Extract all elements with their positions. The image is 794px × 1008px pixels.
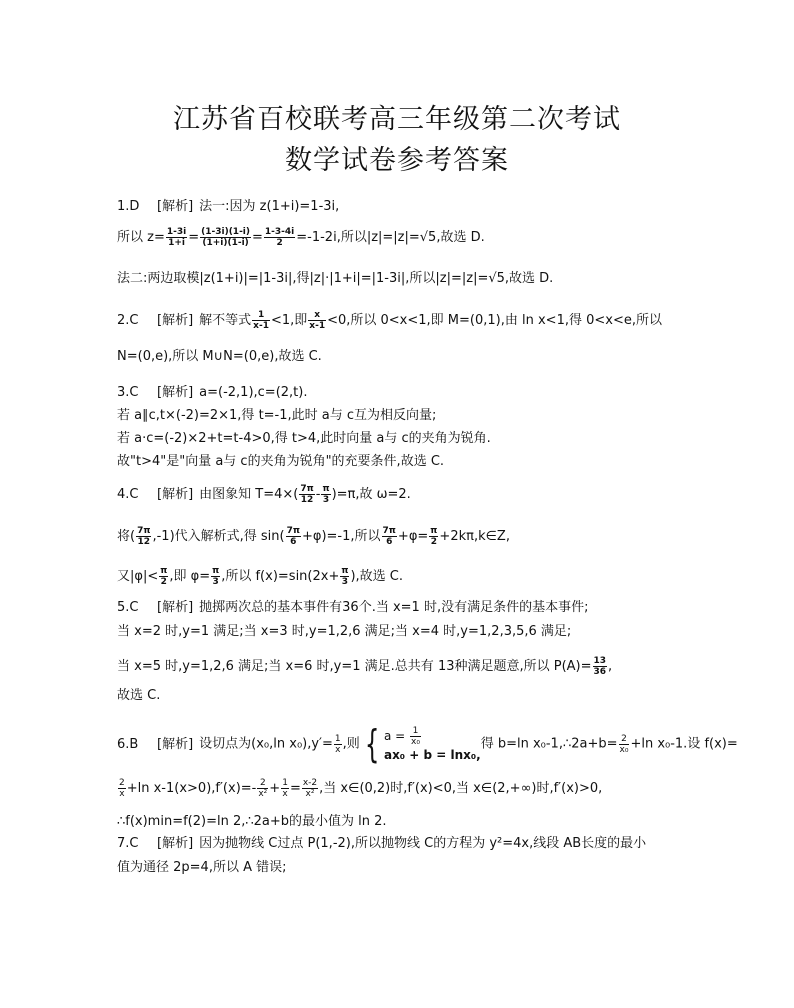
page-subtitle: 数学试卷参考答案 bbox=[285, 145, 509, 176]
q2-line-1 bbox=[117, 310, 662, 331]
q3-line-4: 故"t>4"是"向量 a与 c的夹角为锐角"的充要条件,故选 C. bbox=[117, 454, 445, 469]
q2-text-1c: <0,所以 0<x<1,即 M=(0,1),由 ln x<1,得 0<x<e,所以 bbox=[327, 313, 662, 328]
q5-text-1: 抛掷两次总的基本事件有36个.当 x=1 时,没有满足条件的基本事件; bbox=[199, 600, 589, 615]
fraction: $\frac{\pi}{3}$ bbox=[341, 566, 349, 587]
q3-text-1: a=(-2,1),c=(2,t). bbox=[199, 385, 308, 400]
q6-number: 6.B bbox=[117, 736, 139, 752]
q2-text-1a: 解不等式 bbox=[199, 313, 252, 328]
fraction: $\frac{2}{\text{x²}}$ bbox=[258, 778, 268, 799]
q4-text-2b: ,-1)代入解析式,得 sin( bbox=[152, 529, 285, 544]
fraction: $\frac{1}{x-1}$ bbox=[253, 310, 269, 331]
fraction: $\frac{\pi}{3}$ bbox=[212, 566, 220, 587]
q7-number: 7.C bbox=[117, 836, 139, 851]
q2-tag: [解析] bbox=[157, 313, 194, 328]
fraction: $\frac{1}{\text{x₀}}$ bbox=[411, 725, 420, 747]
q4-number: 4.C bbox=[117, 487, 139, 502]
q6-text-1a: 设切点为(x₀,ln x₀),y′= bbox=[199, 736, 333, 752]
fraction: $\frac{(1-3i)(1-i)}{(1+i)(1-i)}$ bbox=[201, 227, 251, 248]
q3-line-3: 若 a·c=(-2)×2+t=t-4>0,得 t>4,此时向量 a与 c的夹角为锐角. bbox=[117, 431, 491, 446]
fraction: $\frac{1}{x}$ bbox=[334, 733, 341, 755]
q6-text-2d: ,当 x∈(0,2)时,f′(x)<0,当 x∈(2,+∞)时,f′(x)>0, bbox=[319, 781, 603, 796]
q6-text-2c: = bbox=[289, 781, 301, 796]
q5-line-4: 故选 C. bbox=[117, 688, 161, 703]
fraction: $\frac{1}{x}$ bbox=[282, 778, 288, 799]
q4-text-3d: ),故选 C. bbox=[350, 569, 404, 584]
fraction: $\frac{\pi}{3}$ bbox=[322, 484, 330, 505]
q3-number: 3.C bbox=[117, 385, 139, 400]
q6-line-2 bbox=[117, 778, 602, 799]
q3-line-1 bbox=[117, 385, 307, 401]
fraction: $\frac{1-3i}{1+i}$ bbox=[166, 227, 187, 248]
q4-text-3a: 又|φ|< bbox=[117, 569, 159, 584]
q4-line-3 bbox=[117, 566, 403, 587]
page-title: 江苏省百校联考高三年级第二次考试 bbox=[173, 104, 621, 135]
fraction: $\frac{\pi}{2}$ bbox=[160, 566, 168, 587]
q5-line-2: 当 x=2 时,y=1 满足;当 x=3 时,y=1,2,6 满足;当 x=4 时,y=1,2,3,5,6 满足; bbox=[117, 624, 572, 639]
q2-number: 2.C bbox=[117, 313, 139, 328]
q4-text-2e: +2kπ,k∈Z, bbox=[439, 529, 510, 544]
q5-number: 5.C bbox=[117, 600, 139, 615]
q1-number: 1.D bbox=[117, 199, 140, 214]
q2-text-1b: <1,即 bbox=[270, 313, 308, 328]
q4-tag: [解析] bbox=[157, 487, 194, 502]
fraction: $\frac{7\pi}{6}$ bbox=[286, 526, 300, 547]
fraction: $\frac{7\pi}{6}$ bbox=[382, 526, 396, 547]
q1-text-1: 法一:因为 z(1+i)=1-3i, bbox=[199, 199, 340, 214]
q3-line-2: 若 a∥c,t×(-2)=2×1,得 t=-1,此时 a与 c互为相反向量; bbox=[117, 408, 437, 423]
q7-line-1 bbox=[117, 836, 646, 852]
fraction: $\frac{2}{x}$ bbox=[119, 778, 125, 799]
q5-text-3a: 当 x=5 时,y=1,2,6 满足;当 x=6 时,y=1 满足.总共有 13种满足题意,所以 P(A)= bbox=[117, 659, 592, 674]
q2-line-2: N=(0,e),所以 M∪N=(0,e),故选 C. bbox=[117, 349, 322, 364]
q6-text-2b: + bbox=[269, 781, 281, 796]
fraction: $\frac{13}{36}$ bbox=[593, 656, 607, 677]
q1-tag: [解析] bbox=[157, 199, 194, 214]
fraction: $\frac{1-3-4i}{2}$ bbox=[264, 227, 295, 248]
q1-text-2a: 所以 z= bbox=[117, 230, 165, 245]
q4-text-2d: +φ= bbox=[397, 529, 429, 544]
q4-text-1a: 由图象知 T=4×( bbox=[199, 487, 299, 502]
fraction: $\frac{7\pi}{12}$ bbox=[300, 484, 314, 505]
q6-text-1c: 得 b=ln x₀-1,∴2a+b= bbox=[480, 736, 618, 752]
q1-line-1 bbox=[117, 199, 339, 215]
equation-system: a = $\frac{1}{\text{x₀}}$ ax₀ + b = lnx₀, bbox=[383, 725, 481, 762]
q4-text-2c: +φ)=-1,所以 bbox=[302, 529, 381, 544]
fraction: $\frac{x-2}{\text{x²}}$ bbox=[302, 778, 318, 799]
q6-text-1d: +ln x₀-1.设 f(x)= bbox=[630, 736, 738, 752]
fraction: $\frac{2}{\text{x₀}}$ bbox=[619, 733, 629, 755]
q6-line-1 bbox=[117, 722, 738, 766]
q5-line-1 bbox=[117, 600, 588, 616]
q5-text-3b: , bbox=[608, 659, 613, 674]
q4-text-2a: 将( bbox=[117, 529, 136, 544]
q6-line-3: ∴f(x)min=f(2)=ln 2,∴2a+b的最小值为 ln 2. bbox=[117, 814, 387, 829]
q4-text-3b: ,即 φ= bbox=[169, 569, 211, 584]
fraction: $\frac{7\pi}{12}$ bbox=[137, 526, 151, 547]
q1-line-2: 所以 z= $\frac{1-3i}{1+i}$ = $\frac{(1-3i)(1-i)}{(1+i)(1-i)}$ = $\frac{1-3-4i}{2}$ =-1-2i,所以|z|=|z|=√5,故选 D. bbox=[117, 227, 485, 248]
q7-text-1: 因为抛物线 C过点 P(1,-2),所以抛物线 C的方程为 y²=4x,线段 AB长度的最小 bbox=[199, 836, 647, 851]
q6-tag: [解析] bbox=[157, 736, 194, 752]
q1-text-2b: =-1-2i,所以|z|=|z|=√5,故选 D. bbox=[296, 230, 485, 245]
q3-tag: [解析] bbox=[157, 385, 194, 400]
q1-line-3: 法二:两边取模|z(1+i)|=|1-3i|,得|z|·|1+i|=|1-3i|,所以|z|=|z|=√5,故选 D. bbox=[117, 271, 554, 286]
q6-text-1b: ,则 bbox=[342, 736, 360, 752]
brace: { bbox=[364, 722, 380, 766]
q5-tag: [解析] bbox=[157, 600, 194, 615]
q4-line-2 bbox=[117, 526, 510, 547]
q5-line-3 bbox=[117, 656, 612, 677]
fraction: $\frac{\pi}{2}$ bbox=[430, 526, 438, 547]
q4-text-3c: ,所以 f(x)=sin(2x+ bbox=[221, 569, 340, 584]
q7-line-2: 值为通径 2p=4,所以 A 错误; bbox=[117, 860, 287, 875]
q4-line-1: 4.C [解析] 由图象知 T=4×( $\frac{7\pi}{12}$ - $\frac{\pi}{3}$ )=π,故 ω=2. bbox=[117, 484, 411, 505]
q4-text-1b: )=π,故 ω=2. bbox=[331, 487, 411, 502]
fraction: $\frac{x}{x-1}$ bbox=[309, 310, 326, 331]
q7-tag: [解析] bbox=[157, 836, 194, 851]
q6-text-2a: +ln x-1(x>0),f′(x)=- bbox=[126, 781, 257, 796]
